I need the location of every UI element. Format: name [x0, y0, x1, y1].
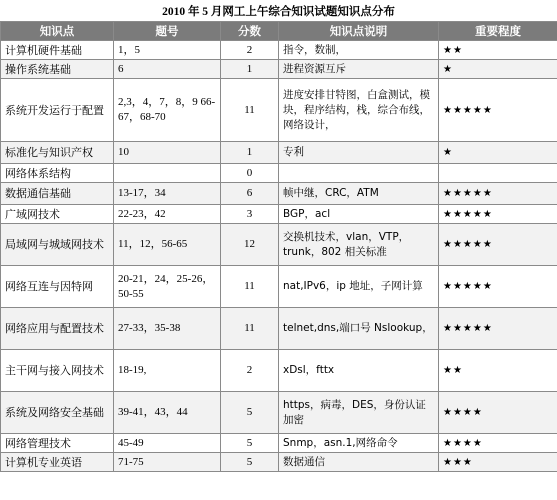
questions-cell: 10: [114, 142, 221, 164]
topic-cell: 标准化与知识产权: [1, 142, 114, 164]
header-description: 知识点说明: [279, 22, 439, 41]
table-row: [1, 224, 557, 266]
importance-stars: ★★: [439, 350, 557, 392]
topic-cell: 系统开发运行于配置: [1, 79, 114, 142]
header-questions: 题号: [114, 22, 221, 41]
score-cell: 0: [221, 164, 279, 183]
description-cell: 专利: [279, 142, 439, 164]
questions-cell: 18-19,: [114, 350, 221, 392]
score-cell: 6: [221, 183, 279, 205]
topic-cell: 数据通信基础: [1, 183, 114, 205]
table-row: [1, 308, 557, 350]
table-row: [1, 142, 557, 164]
table-row: [1, 183, 557, 205]
table-body: [1, 41, 557, 472]
topic-cell: 主干网与接入网技术: [1, 350, 114, 392]
table-row: [1, 453, 557, 472]
topic-cell: 广域网技术: [1, 205, 114, 224]
table-row: [1, 205, 557, 224]
questions-cell: 45-49: [114, 434, 221, 453]
score-cell: 5: [221, 434, 279, 453]
topic-cell: 网络应用与配置技术: [1, 308, 114, 350]
topic-cell: 网络管理技术: [1, 434, 114, 453]
table-row: [1, 350, 557, 392]
questions-cell: 11，12，56-65: [114, 224, 221, 266]
score-cell: 2: [221, 350, 279, 392]
header-score: 分数: [221, 22, 279, 41]
questions-cell: 1，5: [114, 41, 221, 60]
description-cell: https，病毒，DES，身份认证加密: [279, 392, 439, 434]
importance-stars: ★★★★: [439, 392, 557, 434]
score-cell: 11: [221, 79, 279, 142]
score-cell: 1: [221, 142, 279, 164]
header-importance: 重要程度: [439, 22, 557, 41]
importance-stars: ★★★★★: [439, 266, 557, 308]
questions-cell: 22-23，42: [114, 205, 221, 224]
score-cell: 2: [221, 41, 279, 60]
questions-cell: [114, 164, 221, 183]
description-cell: xDsl，fttx: [279, 350, 439, 392]
description-cell: 进程资源互斥: [279, 60, 439, 79]
importance-stars: ★★★★★: [439, 205, 557, 224]
description-cell: [279, 164, 439, 183]
importance-stars: ★★★★: [439, 434, 557, 453]
questions-cell: 6: [114, 60, 221, 79]
score-cell: 11: [221, 266, 279, 308]
description-cell: telnet,dns,端口号 Nslookup，: [279, 308, 439, 350]
description-cell: 交换机技术，vlan，VTP，trunk，802 相关标准: [279, 224, 439, 266]
score-cell: 3: [221, 205, 279, 224]
score-cell: 5: [221, 453, 279, 472]
topic-cell: 局域网与城域网技术: [1, 224, 114, 266]
questions-cell: 39-41，43，44: [114, 392, 221, 434]
description-cell: 指令，数制，: [279, 41, 439, 60]
knowledge-table: [0, 21, 557, 472]
score-cell: 1: [221, 60, 279, 79]
importance-stars: ★★★★★: [439, 79, 557, 142]
importance-stars: ★★★: [439, 453, 557, 472]
table-row: [1, 79, 557, 142]
score-cell: 12: [221, 224, 279, 266]
table-row: [1, 266, 557, 308]
topic-cell: 计算机专业英语: [1, 453, 114, 472]
importance-stars: ★: [439, 60, 557, 79]
importance-stars: ★★★★★: [439, 308, 557, 350]
topic-cell: 操作系统基础: [1, 60, 114, 79]
table-header-row: [1, 22, 557, 41]
topic-cell: 网络体系结构: [1, 164, 114, 183]
topic-cell: 计算机硬件基础: [1, 41, 114, 60]
table-row: [1, 60, 557, 79]
description-cell: BGP，acl: [279, 205, 439, 224]
importance-stars: ★★★★★: [439, 183, 557, 205]
topic-cell: 系统及网络安全基础: [1, 392, 114, 434]
score-cell: 5: [221, 392, 279, 434]
table-row: [1, 434, 557, 453]
importance-stars: ★★★★★: [439, 224, 557, 266]
questions-cell: 71-75: [114, 453, 221, 472]
topic-cell: 网络互连与因特网: [1, 266, 114, 308]
table-row: [1, 41, 557, 60]
description-cell: Snmp，asn.1,网络命令: [279, 434, 439, 453]
header-topic: 知识点: [1, 22, 114, 41]
description-cell: 帧中继，CRC，ATM: [279, 183, 439, 205]
description-cell: 进度安排甘特图，白盒测试，模块，程序结构，栈，综合布线，网络设计，: [279, 79, 439, 142]
description-cell: nat,IPv6，ip 地址，子网计算: [279, 266, 439, 308]
page-title: 2010 年 5 月网工上午综合知识试题知识点分布: [162, 6, 395, 18]
questions-cell: 20-21，24，25-26，50-55: [114, 266, 221, 308]
importance-stars: [439, 164, 557, 183]
questions-cell: 2,3，4，7，8，9 66-67，68-70: [114, 79, 221, 142]
importance-stars: ★★: [439, 41, 557, 60]
importance-stars: ★: [439, 142, 557, 164]
questions-cell: 13-17，34: [114, 183, 221, 205]
description-cell: 数据通信: [279, 453, 439, 472]
questions-cell: 27-33，35-38: [114, 308, 221, 350]
score-cell: 11: [221, 308, 279, 350]
table-row: [1, 164, 557, 183]
table-row: [1, 392, 557, 434]
